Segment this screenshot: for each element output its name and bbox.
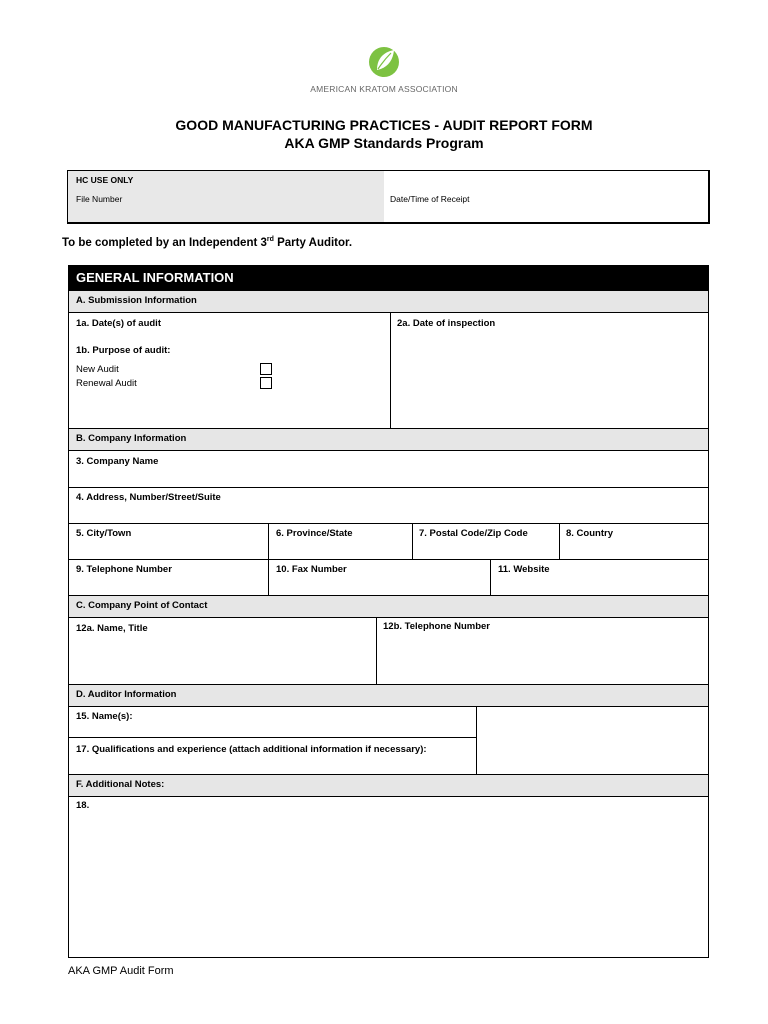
divider [376, 617, 377, 684]
logo-text: AMERICAN KRATOM ASSOCIATION [310, 84, 458, 94]
divider [69, 523, 708, 524]
company-name-field[interactable]: 3. Company Name [76, 456, 159, 467]
band-submission-information: A. Submission Information [69, 290, 708, 313]
intro-superscript: rd [266, 236, 274, 243]
fax-field[interactable]: 10. Fax Number [276, 564, 347, 575]
band-auditor-information: D. Auditor Information [69, 684, 708, 707]
general-information-form [68, 265, 709, 958]
leaf-icon [368, 44, 400, 78]
divider [69, 737, 477, 738]
contact-name-title-field[interactable]: 12a. Name, Title [76, 623, 148, 634]
page-title: GOOD MANUFACTURING PRACTICES - AUDIT REPORT FORM [175, 117, 593, 133]
option-renewal-audit-label: Renewal Audit [76, 378, 137, 389]
intro-text-before: To be completed by an Independent 3 [62, 236, 267, 249]
postal-code-field[interactable]: 7. Postal Code/Zip Code [419, 528, 528, 539]
page-subtitle: AKA GMP Standards Program [284, 135, 484, 151]
city-field[interactable]: 5. City/Town [76, 528, 132, 539]
band-company-information: B. Company Information [69, 428, 708, 451]
band-additional-notes: F. Additional Notes: [69, 774, 708, 797]
section-header: GENERAL INFORMATION [69, 266, 708, 290]
telephone-field[interactable]: 9. Telephone Number [76, 564, 172, 575]
divider [559, 523, 560, 559]
hc-heading: HC USE ONLY [76, 175, 134, 185]
band-company-point-of-contact: C. Company Point of Contact [69, 595, 708, 618]
divider [69, 559, 708, 560]
address-field[interactable]: 4. Address, Number/Street/Suite [76, 492, 221, 503]
logo [300, 42, 468, 98]
country-field[interactable]: 8. Country [566, 528, 613, 539]
divider [490, 559, 491, 595]
date-time-receipt-label: Date/Time of Receipt [390, 194, 470, 204]
purpose-label: 1b. Purpose of audit: [76, 345, 171, 356]
divider [476, 706, 477, 774]
divider [268, 559, 269, 595]
divider [412, 523, 413, 559]
hc-use-only-box [67, 170, 710, 224]
renewal-audit-checkbox[interactable] [260, 377, 272, 389]
option-new-audit-label: New Audit [76, 364, 119, 375]
file-number-label: File Number [76, 194, 123, 204]
footer-text: AKA GMP Audit Form [68, 965, 174, 977]
date-of-inspection-label: 2a. Date of inspection [397, 318, 496, 329]
contact-telephone-field[interactable]: 12b. Telephone Number [383, 621, 490, 632]
divider [268, 523, 269, 559]
auditor-names-field[interactable]: 15. Name(s): [76, 711, 133, 722]
intro-text-after: Party Auditor. [273, 236, 353, 249]
date-of-audit-label: 1a. Date(s) of audit [76, 318, 161, 329]
intro-text [62, 236, 352, 249]
qualifications-field[interactable]: 17. Qualifications and experience (attach additional information if necessary): [76, 744, 427, 755]
divider [69, 487, 708, 488]
divider [390, 312, 391, 428]
additional-notes-field[interactable]: 18. [76, 800, 90, 811]
website-field[interactable]: 11. Website [498, 564, 550, 575]
new-audit-checkbox[interactable] [260, 363, 272, 375]
province-field[interactable]: 6. Province/State [276, 528, 353, 539]
